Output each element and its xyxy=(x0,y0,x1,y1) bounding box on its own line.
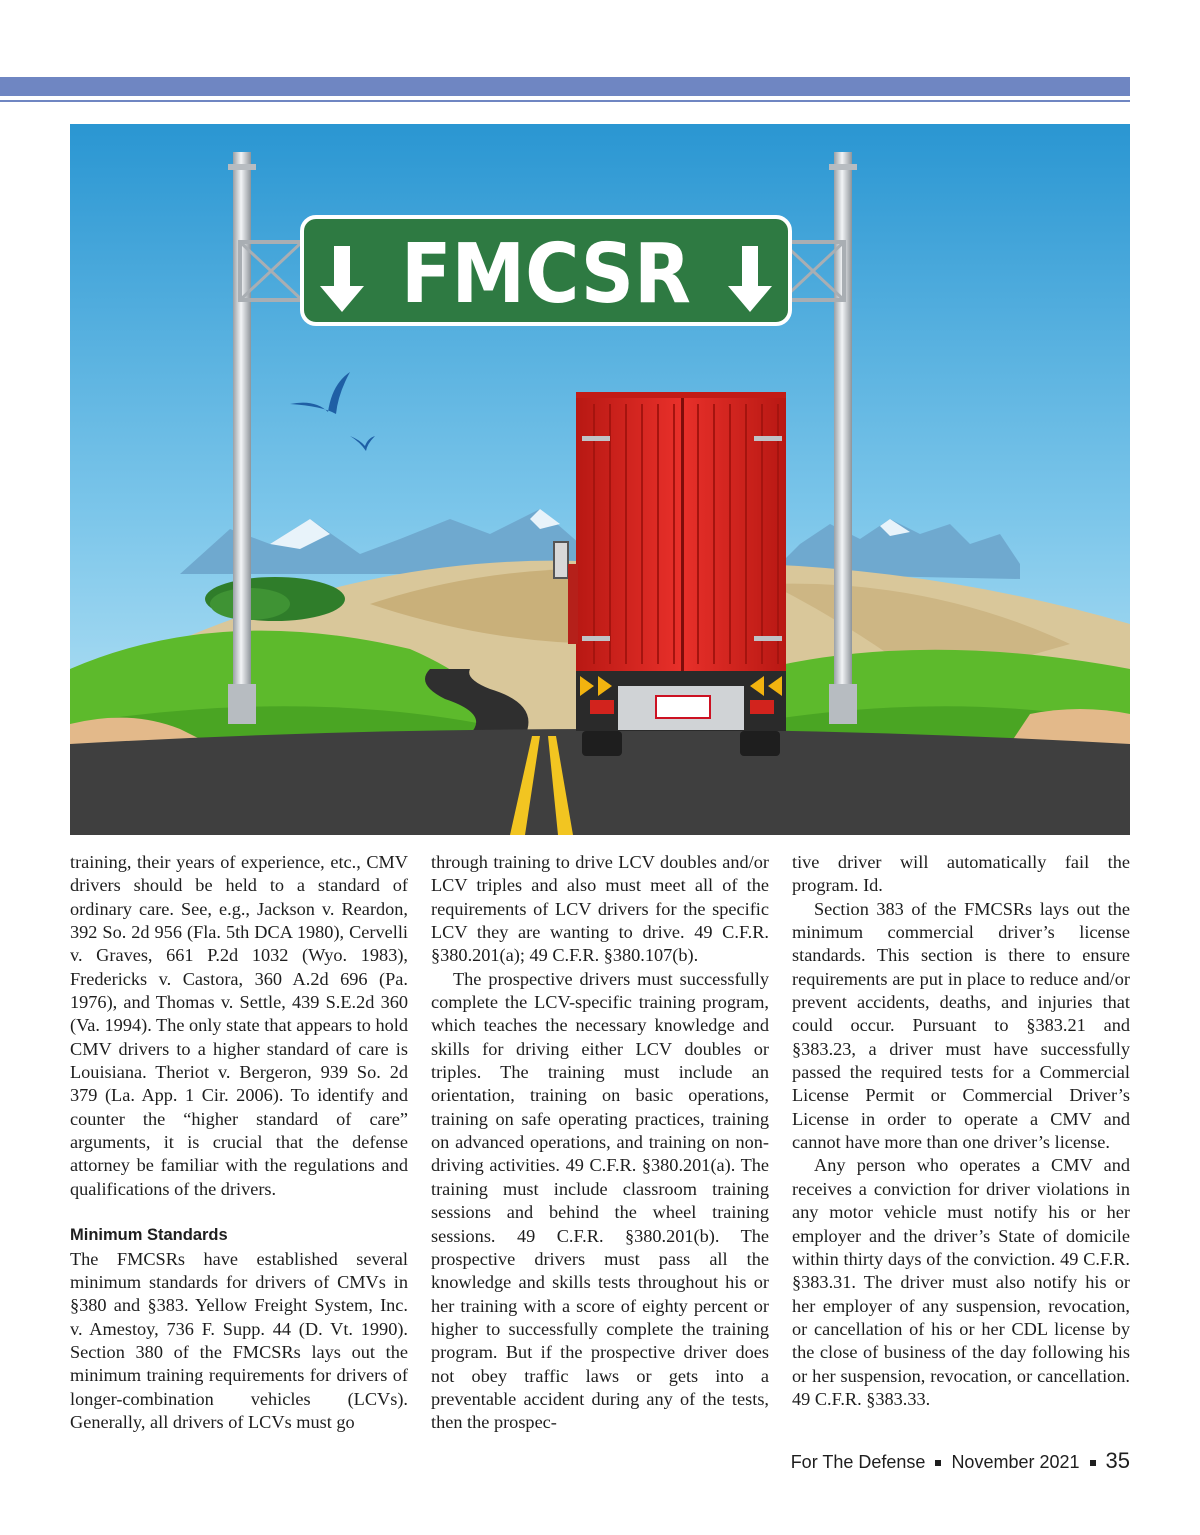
separator-square xyxy=(1090,1460,1096,1466)
text-column-2 xyxy=(431,851,769,1435)
license-plate xyxy=(656,696,710,718)
fmcsr-truck-illustration xyxy=(70,124,1130,835)
body-paragraph: tive driver will automatically fail the program. Id. xyxy=(792,852,1130,896)
issue-date: November 2021 xyxy=(951,1452,1080,1472)
body-paragraph: The prospective drivers must successfully complete the LCV-specific training program, which teaches the necessary knowledge and skills for driving either LCV doubles or triples. The training must include an orientation, training on basic operations, training on safe operating practices, training on advanced operations, and training on non-driving activities. 49 C.F.R. §380.201(a). The training must include classroom training sessions and behind the wheel training sessions. 49 C.F.R. §380.201(b). The prospective drivers must pass all the knowledge and skills tests throughout his or her training with a score of eighty percent or higher to successfully complete the training program. But if the prospective driver does not obey traffic laws or gets into a preventable accident during any of the tests, then the prospec- xyxy=(431,968,769,1433)
body-paragraph: through training to drive LCV doubles and/or LCV triples and also must meet all of the requirements of LCV drivers for the specific LCV they are wanting to drive. 49 C.F.R. §380.201(a); 49 C.F.R. §380.107(b). xyxy=(431,852,769,966)
body-paragraph: Any person who operates a CMV and receives a conviction for driver violations in any motor vehicle must notify his or her employer and the driver’s State of domicile within thirty days of the conviction. 49 C.F.R. §383.31. The driver must also notify his or her employer of any suspension, revocation, or cancellation of his or her CDL license by the close of business of the day following his or her suspension, revocation, or cancellation. 49 C.F.R. §383.33. xyxy=(792,1155,1130,1409)
body-paragraph: training, their years of experience, etc., CMV drivers should be held to a standard of ordinary care. See, e.g., Jackson v. Reardon, 392 So. 2d 956 (Fla. 5th DCA 1980), Cervelli v. Graves, 661 P.2d 1032 (Wyo. 1983), Fredericks v. Castora, 360 A.2d 696 (Pa. 1976), and Thomas v. Settle, 439 S.E.2d 360 (Va. 1994). The only state that appears to hold CMV drivers to a higher standard of care is Louisiana. Theriot v. Bergeron, 939 So. 2d 379 (La. App. 1 Cir. 2006). To identify and counter the “higher standard of care” arguments, it is crucial that the defense attorney be familiar with the regulations and qualifications of the drivers. xyxy=(70,852,408,1199)
header-rule xyxy=(0,100,1130,102)
publication-name: For The Defense xyxy=(790,1452,926,1472)
section-heading: Minimum Standards xyxy=(70,1226,228,1245)
text-column-1 xyxy=(70,851,408,1434)
page-footer xyxy=(791,1448,1130,1474)
body-paragraph: Section 383 of the FMCSRs lays out the minimum commercial driver’s license standards. This section is there to ensure requirements are put in place to reduce and/or prevent accidents, deaths, and injuries that could occur. Pursuant to §383.21 and §383.23, a driver must have successfully passed the required tests for a Commercial License Permit or Commercial Driver’s License in order to operate a CMV and cannot have more than one driver’s license. xyxy=(792,898,1130,1153)
header-color-band xyxy=(0,77,1130,96)
text-column-3 xyxy=(792,851,1130,1411)
left-pole xyxy=(233,152,251,722)
right-pole xyxy=(834,152,852,722)
separator-square xyxy=(935,1460,941,1466)
body-paragraph: The FMCSRs have established several minimum standards for drivers of CMVs in §380 and §383. Yellow Freight System, Inc. v. Amestoy, 736 F. Supp. 44 (D. Vt. 1990). Section 380 of the FMCSRs lays out the minimum training requirements for drivers of longer-combination vehicles (LCVs). Generally, all drivers of LCVs must go xyxy=(70,1248,408,1432)
page-number: 35 xyxy=(1105,1448,1130,1473)
sign-text: FMCSR xyxy=(401,227,691,322)
